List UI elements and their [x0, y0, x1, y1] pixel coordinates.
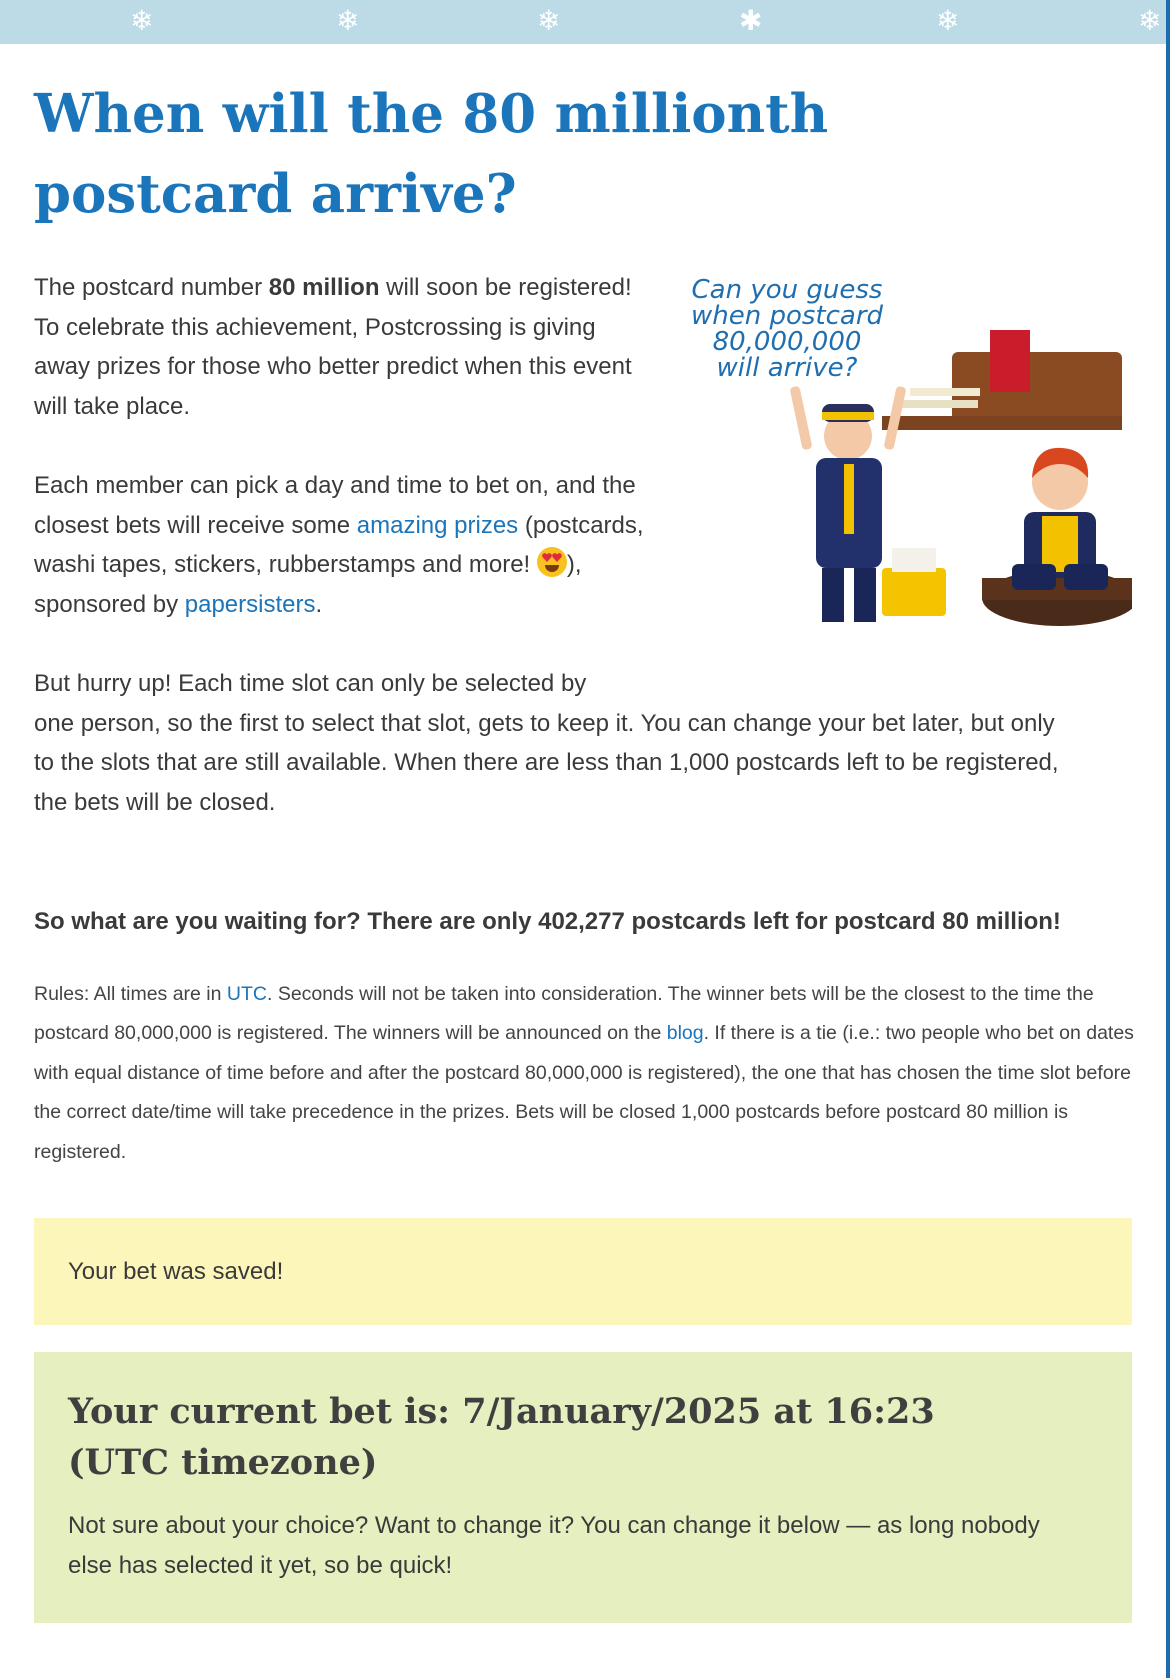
snowflake-banner: [0, 0, 1166, 44]
main-content: [34, 44, 1132, 1623]
members-text: (postcards, washi tapes, stickers, rubberstamps and more!: [34, 511, 644, 578]
mailbox-flag-icon: [990, 330, 1030, 392]
bet-saved-message: Your bet was saved!: [68, 1257, 284, 1285]
rules-text: Rules: All times are in: [34, 982, 227, 1005]
hurry-first-line: But hurry up! Each time slot can only be selected by: [34, 670, 587, 697]
playmobil-mail-illustration: [672, 268, 1132, 648]
snowflake-icon: ❄: [537, 4, 561, 37]
intro-section: [34, 268, 1132, 822]
hero-caption-line: Can you guess: [691, 275, 883, 305]
hurry-paragraph: [34, 664, 1132, 822]
hero-illustration: [672, 268, 1132, 648]
hero-caption-line: will arrive?: [716, 353, 858, 383]
snowflake-icon: ✱: [739, 4, 763, 37]
bet-saved-notice: [34, 1218, 1132, 1325]
page-title: When will the 80 millionth postcard arrive?: [34, 83, 829, 225]
members-paragraph: [34, 466, 654, 624]
current-bet-box: [34, 1352, 1132, 1623]
members-text: .: [315, 590, 323, 618]
intro-bold-text: 80 million: [268, 274, 380, 301]
current-bet-heading: Your current bet is: 7/January/2025 at 16:23 (UTC timezone): [68, 1391, 935, 1483]
mail-bag-icon: [882, 568, 946, 616]
hero-caption-line: when postcard: [690, 301, 884, 331]
snowflake-icon: ❄: [336, 4, 360, 37]
intro-text: The postcard number: [34, 274, 269, 301]
intro-text: will soon be registered! To celebrate this achievement, Postcrossing is giving away prizes for those who better predict when this event will take place.: [34, 274, 632, 420]
snowflake-icon: ❄: [1138, 4, 1162, 37]
members-text: ), sponsored by: [34, 551, 582, 618]
rules-paragraph: [34, 975, 1134, 1173]
hero-caption-line: 80,000,000: [712, 327, 862, 357]
snowflake-icon: ❄: [936, 4, 960, 37]
blog-link[interactable]: blog: [666, 1022, 704, 1044]
papersisters-link[interactable]: papersisters: [184, 590, 316, 618]
heart-eyes-emoji-icon: [537, 547, 567, 577]
utc-link[interactable]: UTC: [226, 982, 267, 1005]
amazing-prizes-link[interactable]: amazing prizes: [356, 511, 519, 539]
intro-paragraph: [34, 268, 654, 426]
hurry-text: one person, so the first to select that slot, gets to keep it. You can change your bet later, but only to the slots that are still available. When there are less than 1,000 postcards left to be registered, the bets will be closed.: [34, 709, 1059, 816]
rules-text: . Seconds will not be taken into consideration. The winner bets will be the closest to the time the postcard 80,000,000 is registered. The winners will be announced on the: [34, 982, 1094, 1044]
members-text: Each member can pick a day and time to bet on, and the closest bets will receive some: [34, 472, 636, 539]
snowflake-icon: ❄: [130, 4, 154, 37]
postcards-left-callout: So what are you waiting for? There are only 402,277 postcards left for postcard 80 million!: [34, 908, 1061, 935]
page-right-border: [1166, 0, 1170, 1678]
rules-text: . If there is a tie (i.e.: two people who bet on dates with equal distance of time before and after the postcard 80,000,000 is registered), the one that has chosen the time slot before the correct date/time will take precedence in the prizes. Bets will be closed 1,000 postcards before postcard 80 million is registered.: [34, 1022, 1134, 1163]
current-bet-description: Not sure about your choice? Want to change it? You can change it below — as long nobody else has selected it yet, so be quick!: [68, 1512, 1040, 1579]
